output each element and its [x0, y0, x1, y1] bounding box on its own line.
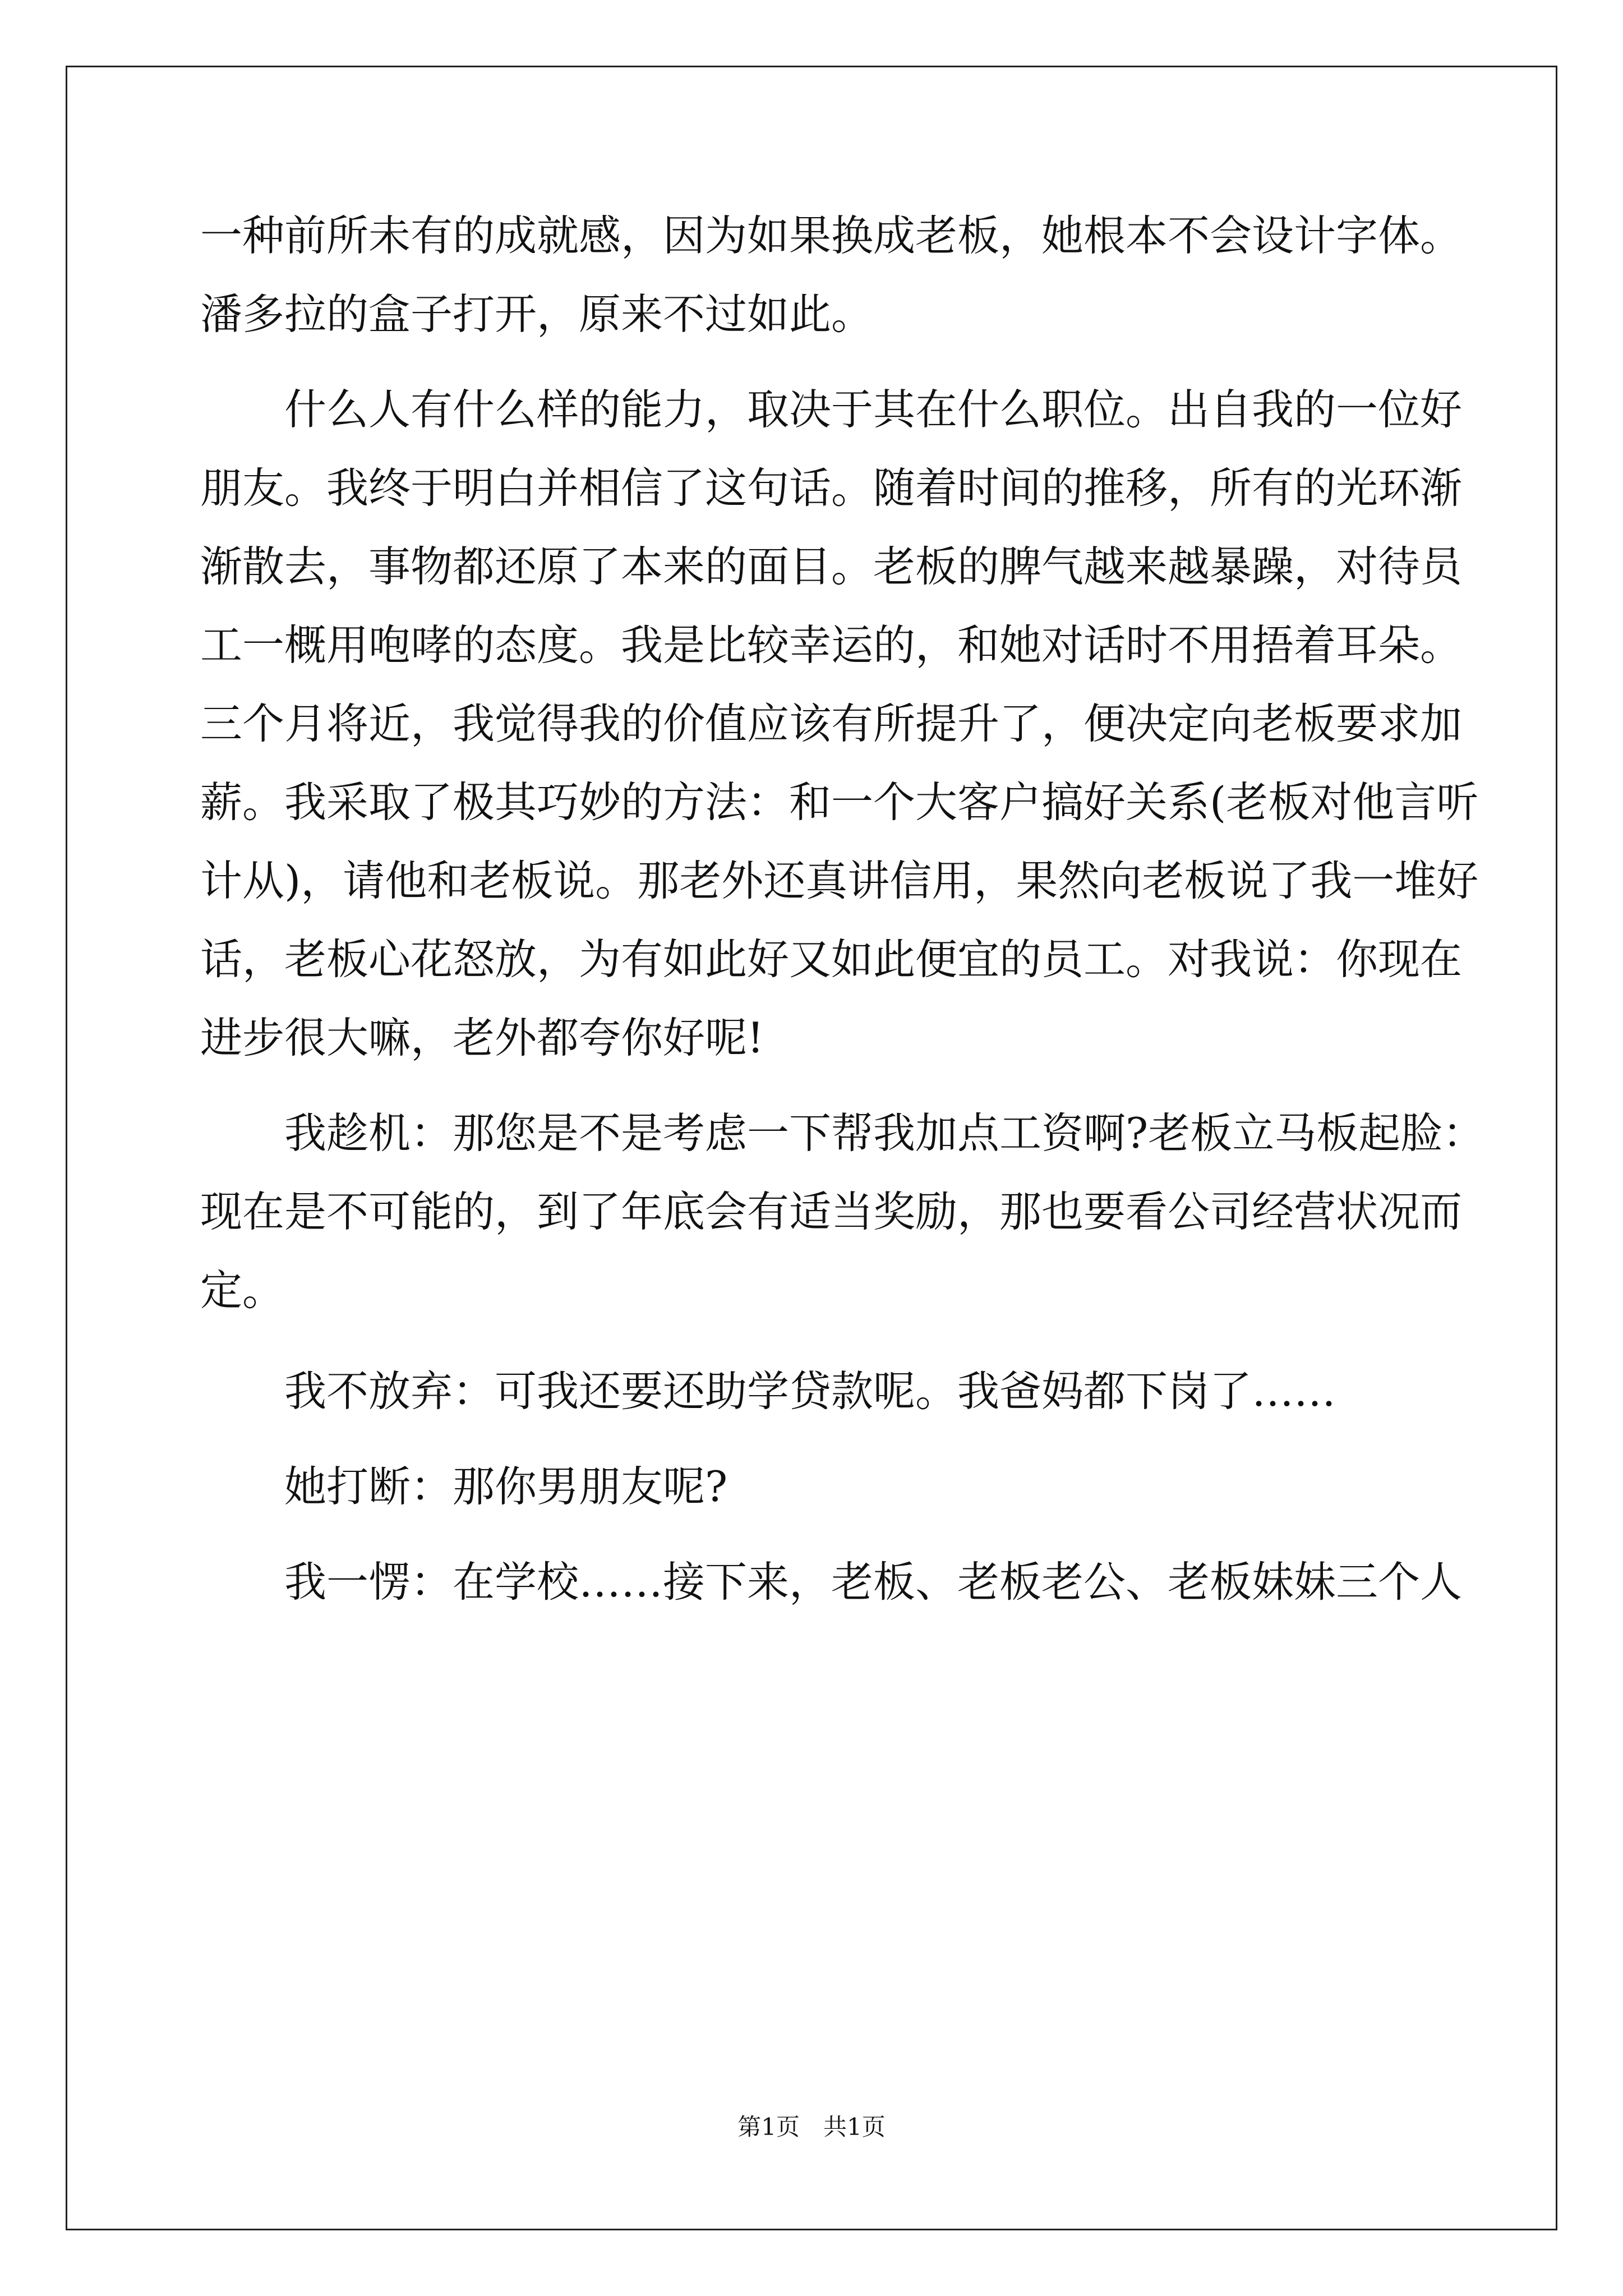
- text-line: 什么人有什么样的能力，取决于其在什么职位。出自我的一位好: [284, 385, 1463, 434]
- text-line: 计从)，请他和老板说。那老外还真讲信用，果然向老板说了我一堆好: [200, 856, 1479, 905]
- text-line: 我一愣：在学校……接下来，老板、老板老公、老板妹妹三个人: [284, 1557, 1463, 1607]
- text-line: 她打断：那你男朋友呢?: [284, 1462, 728, 1511]
- text-line: 定。: [200, 1266, 285, 1315]
- text-line: 话，老板心花怒放，为有如此好又如此便宜的员工。对我说：你现在: [200, 935, 1463, 984]
- text-line: 一种前所未有的成就感，因为如果换成老板，她根本不会设计字体。: [200, 211, 1463, 260]
- text-line: 我不放弃：可我还要还助学贷款呢。我爸妈都下岗了……: [284, 1366, 1336, 1416]
- text-line: 朋友。我终于明白并相信了这句话。随着时间的推移，所有的光环渐: [200, 463, 1463, 513]
- text-line: 现在是不可能的，到了年底会有适当奖励，那也要看公司经营状况而: [200, 1187, 1463, 1236]
- text-line: 进步很大嘛，老外都夸你好呢!: [200, 1013, 764, 1062]
- text-line: 薪。我采取了极其巧妙的方法：和一个大客户搞好关系(老板对他言听: [200, 777, 1479, 827]
- text-line: 工一概用咆哮的态度。我是比较幸运的，和她对话时不用捂着耳朵。: [200, 620, 1463, 670]
- text-line: 三个月将近，我觉得我的价值应该有所提升了，便决定向老板要求加: [200, 699, 1463, 748]
- text-line: 我趁机：那您是不是考虑一下帮我加点工资啊?老板立马板起脸：: [284, 1108, 1485, 1158]
- text-line: 潘多拉的盒子打开，原来不过如此。: [200, 289, 874, 339]
- page-footer: 第1页 共1页: [737, 2113, 886, 2141]
- text-line: 渐散去，事物都还原了本来的面目。老板的脾气越来越暴躁，对待员: [200, 542, 1463, 591]
